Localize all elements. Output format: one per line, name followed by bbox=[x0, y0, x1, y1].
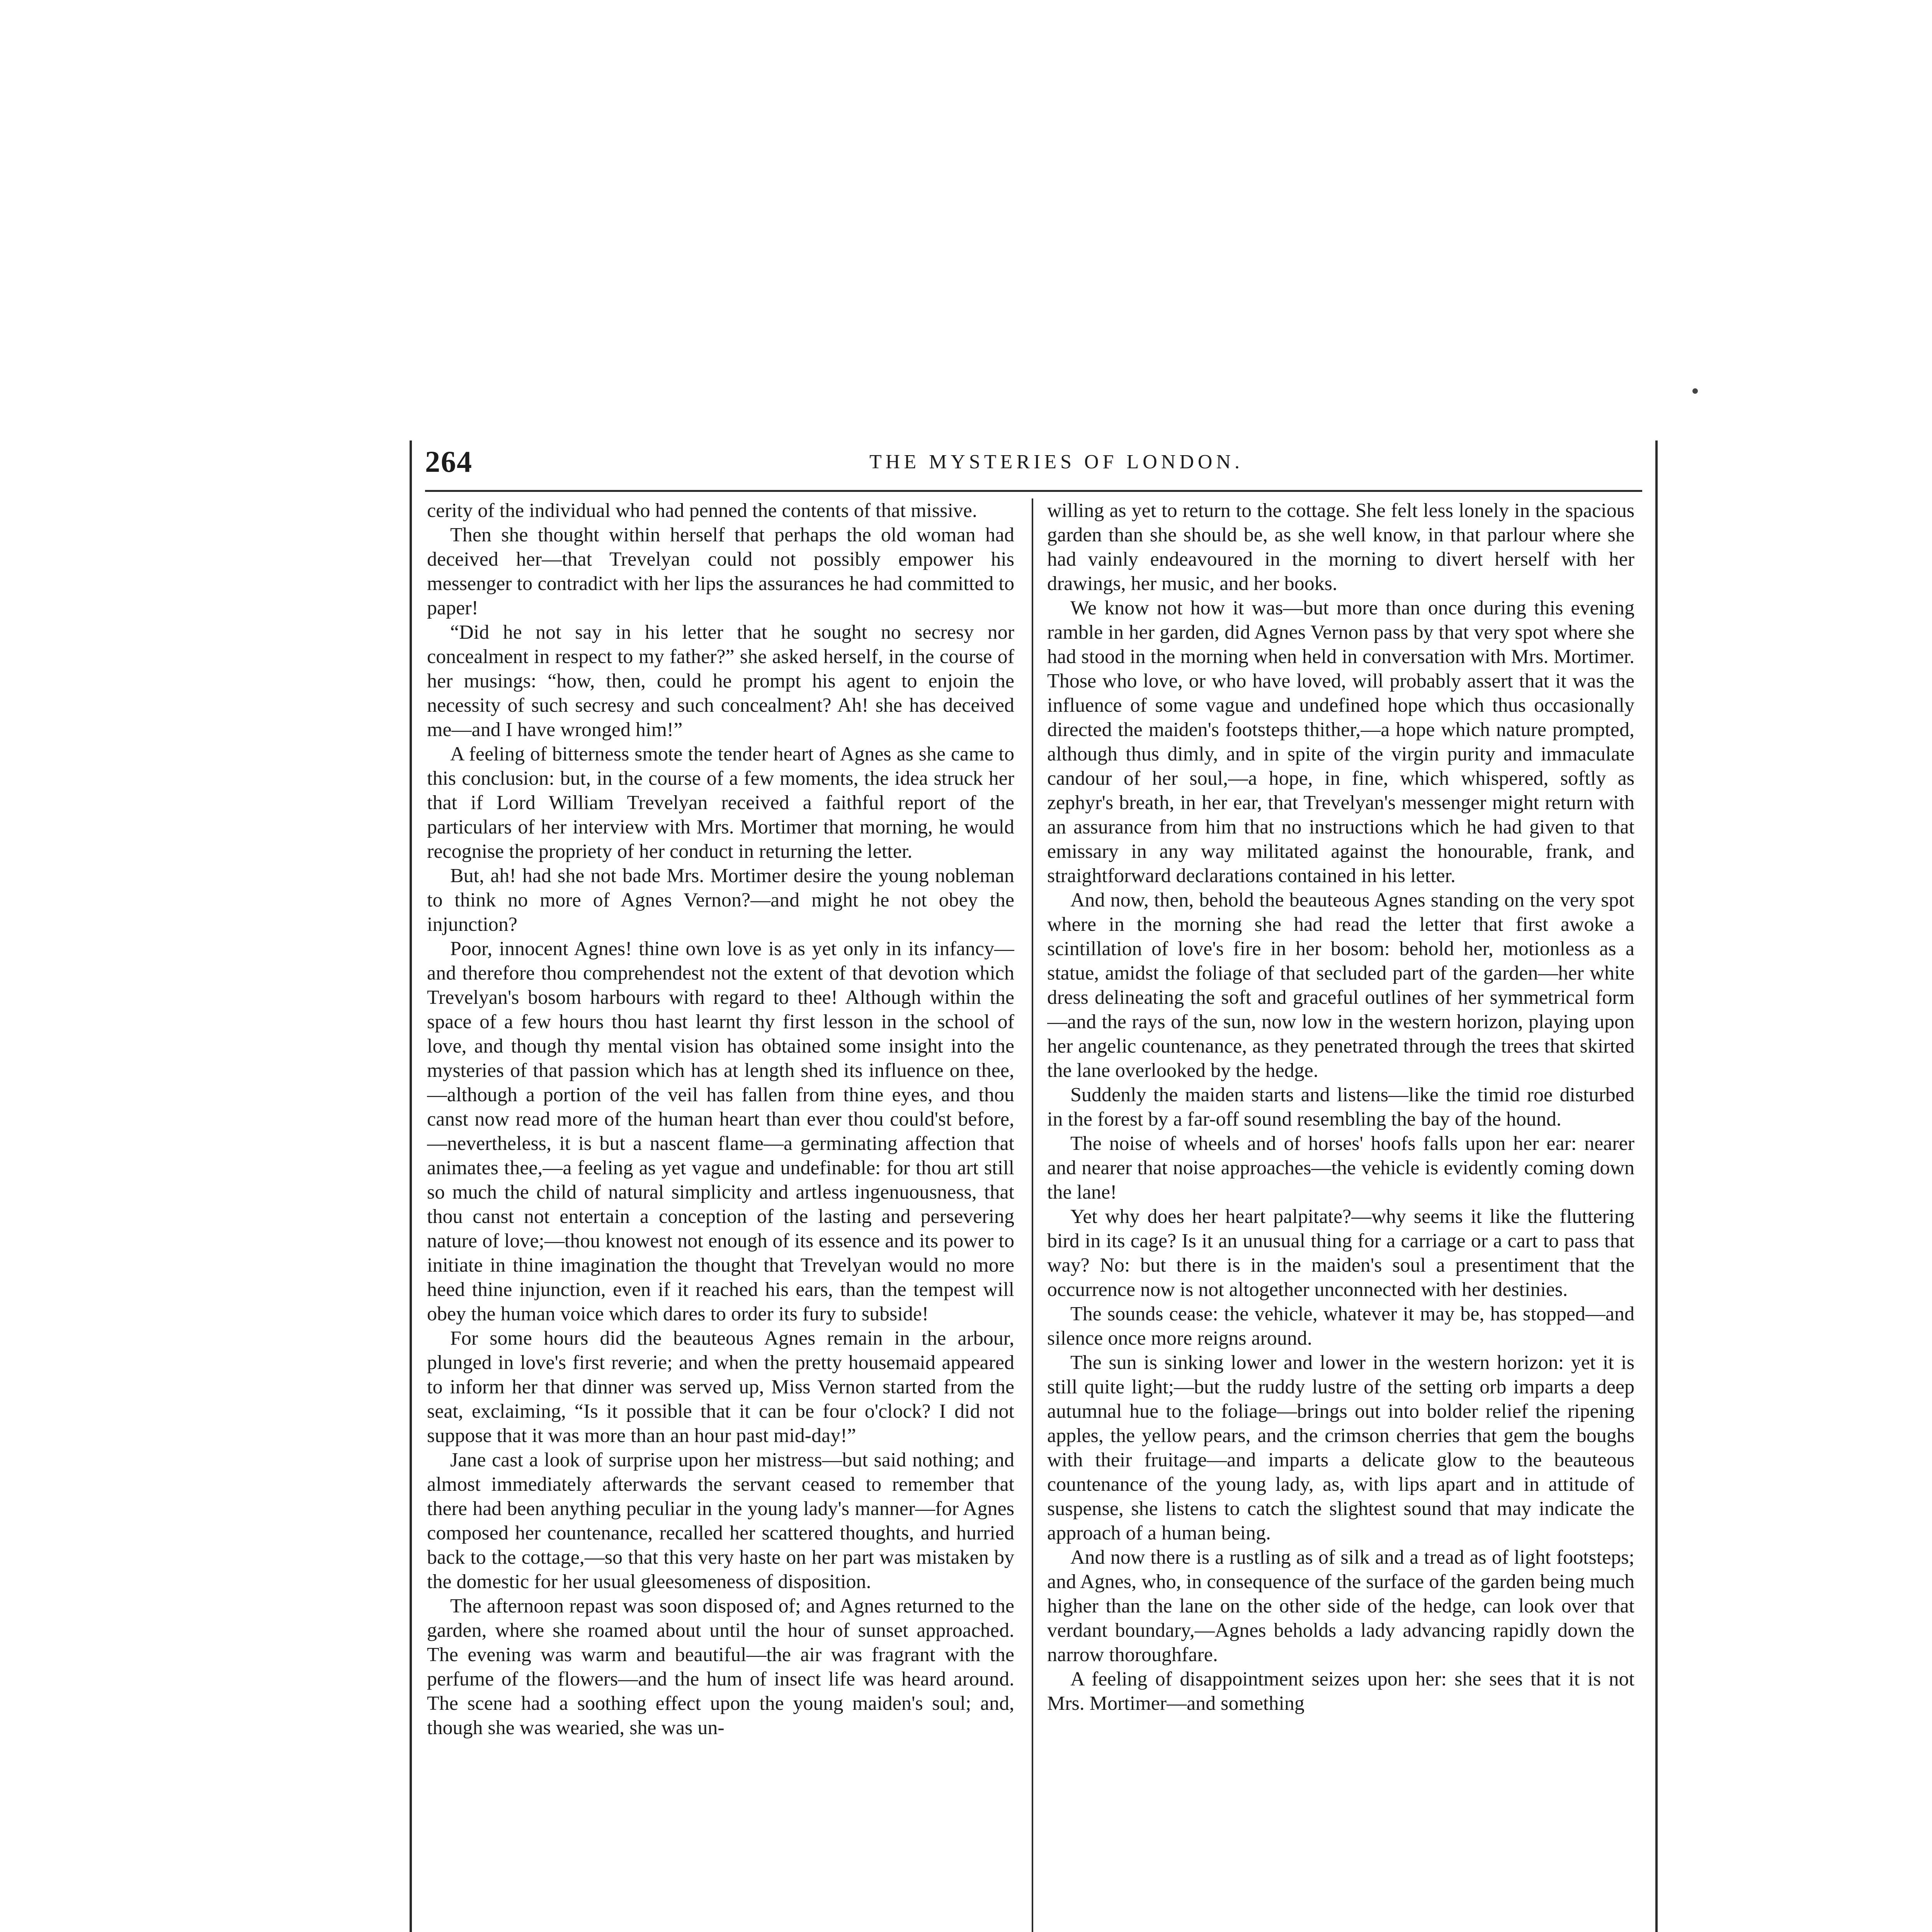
paragraph: But, ah! had she not bade Mrs. Mortimer desire the young nobleman to think no more of Agnes Vernon?—and might he not obey the injunction? bbox=[427, 865, 1014, 935]
paragraph: cerity of the individual who had penned the contents of that missive. bbox=[427, 500, 977, 522]
paragraph: And now, then, behold the beauteous Agnes standing on the very spot where in the morning she had read the letter that first awoke a scintillation of love's fire in her bosom: behold her, motionless as a statue, amidst the foliage of that secluded part of the garden—her white dress delineating the soft and graceful outlines of her symmetrical form —and the rays of the sun, now low in the western horizon, playing upon her angelic countenance, as they penetrated through the trees that skirted the lane overlooked by the hedge. bbox=[1047, 889, 1634, 1082]
paragraph: For some hours did the beauteous Agnes remain in the arbour, plunged in love's first reverie; and when the pretty housemaid appeared to inform her that dinner was served up, Miss Vernon started from the seat, exclaiming, “Is it possible that it can be four o'clock? I did not suppose that it was more than an hour past mid-day!” bbox=[427, 1327, 1014, 1447]
paragraph: A feeling of bitterness smote the tender heart of Agnes as she came to this conclusion: but, in the course of a few moments, the idea struck her that if Lord William Trevelyan received a faithful report of the particulars of her interview with Mrs. Mortimer that morning, he would recognise the propriety of her conduct in returning the letter. bbox=[427, 743, 1014, 862]
header-rule bbox=[425, 490, 1642, 492]
paragraph: Yet why does her heart palpitate?—why seems it like the fluttering bird in its cage? Is it an unusual thing for a carriage or a cart to pass that way? No: but there is in the maiden's soul a presentiment that the occurrence now is not altogether unconnected with her destinies. bbox=[1047, 1206, 1634, 1301]
text-column-right bbox=[1047, 498, 1634, 1932]
column-divider bbox=[1032, 498, 1033, 1932]
paragraph: Poor, innocent Agnes! thine own love is as yet only in its infancy—and therefore thou comprehendest not the extent of that devotion which Trevelyan's bosom harbours with regard to thee! Although within the space of a few hours thou hast learnt thy first lesson in the school of love, and though thy mental vision has obtained some insight into the mysteries of that passion which has at length shed its influence on thee,—although a portion of the veil has fallen from thine eyes, and thou canst now read more of the human heart than ever thou could'st before,—nevertheless, it is but a nascent flame—a germinating affection that animates thee,—a feeling as yet vague and undefinable: for thou art still so much the child of natural simplicity and artless ingenuousness, that thou canst not entertain a conception of the lasting and persevering nature of love;—thou knowest not enough of its essence and its power to initiate in thine imagination the thought that Trevelyan would no more heed thine injunction, even if it reached his ears, than the tempest will obey the human voice which dares to order its fury to subside! bbox=[427, 938, 1014, 1325]
paragraph: willing as yet to return to the cottage. She felt less lonely in the spacious garden than she should be, as she well know, in that parlour where she had vainly endeavoured in the morning to divert herself with her drawings, her music, and her books. bbox=[1047, 500, 1634, 595]
paragraph: And now there is a rustling as of silk and a tread as of light footsteps; and Agnes, who, in consequence of the surface of the garden being much higher than the lane on the other side of the hedge, can look over that verdant boundary,—Agnes beholds a lady advancing rapidly down the narrow thoroughfare. bbox=[1047, 1546, 1634, 1666]
text-column-left bbox=[427, 498, 1014, 1932]
paragraph: Jane cast a look of surprise upon her mistress—but said nothing; and almost immediately afterwards the servant ceased to remember that there had been anything peculiar in the young lady's manner—for Agnes composed her countenance, recalled her scattered thoughts, and hurried back to the cottage,—so that this very haste on her part was mistaken by the domestic for her usual gleesomeness of disposition. bbox=[427, 1449, 1014, 1593]
running-title: THE MYSTERIES OF LONDON. bbox=[869, 451, 1243, 473]
page-header bbox=[425, 444, 1642, 487]
page-number: 264 bbox=[425, 445, 473, 478]
paragraph: “Did he not say in his letter that he sought no secresy nor concealment in respect to my father?” she asked herself, in the course of her musings: “how, then, could he prompt his agent to enjoin the necessity of such secresy and such concealment? Ah! she has deceived me—and I have wronged him!” bbox=[427, 621, 1014, 741]
page-border-right bbox=[1655, 440, 1658, 1932]
paragraph: We know not how it was—but more than once during this evening ramble in her garden, did Agnes Vernon pass by that very spot where she had stood in the morning when held in conversation with Mrs. Mortimer. Those who love, or who have loved, will probably assert that it was the influence of some vague and undefined hope which thus occasionally directed the maiden's footsteps thither,—a hope which nature prompted, although thus dimly, and in spite of the virgin purity and immaculate candour of her soul,—a hope, in fine, which whispered, softly as zephyr's breath, in her ear, that Trevelyan's messenger might return with an assurance from him that no instructions which he had given to that emissary in any way militated against the honourable, frank, and straightforward declarations contained in his letter. bbox=[1047, 597, 1634, 887]
paragraph: Suddenly the maiden starts and listens—like the timid roe disturbed in the forest by a far-off sound resembling the bay of the hound. bbox=[1047, 1084, 1634, 1130]
paragraph: The sounds cease: the vehicle, whatever it may be, has stopped—and silence once more reigns around. bbox=[1047, 1303, 1634, 1349]
paragraph: The afternoon repast was soon disposed of; and Agnes returned to the garden, where she roamed about until the hour of sunset approached. The evening was warm and beautiful—the air was fragrant with the perfume of the flowers—and the hum of insect life was heard around. The scene had a soothing effect upon the young maiden's soul; and, though she was wearied, she was un- bbox=[427, 1595, 1014, 1739]
book-page bbox=[410, 440, 1658, 1932]
page-border-left bbox=[410, 440, 412, 1932]
paragraph: The sun is sinking lower and lower in the western horizon: yet it is still quite light;—but the ruddy lustre of the setting orb imparts a deep autumnal hue to the foliage—brings out into bolder relief the ripening apples, the yellow pears, and the crimson cherries that gem the boughs with their fruitage—and imparts a delicate glow to the beauteous countenance of the young lady, as, with lips apart and in attitude of suspense, she listens to catch the slightest sound that may indicate the approach of a human being. bbox=[1047, 1352, 1634, 1544]
paragraph: The noise of wheels and of horses' hoofs falls upon her ear: nearer and nearer that noise approaches—the vehicle is evidently coming down the lane! bbox=[1047, 1133, 1634, 1203]
stray-ink-mark bbox=[1692, 388, 1698, 394]
paragraph: A feeling of disappointment seizes upon her: she sees that it is not Mrs. Mortimer—and something bbox=[1047, 1668, 1634, 1714]
paragraph: Then she thought within herself that perhaps the old woman had deceived her—that Trevelyan could not possibly empower his messenger to contradict with her lips the assurances he had committed to paper! bbox=[427, 524, 1014, 619]
